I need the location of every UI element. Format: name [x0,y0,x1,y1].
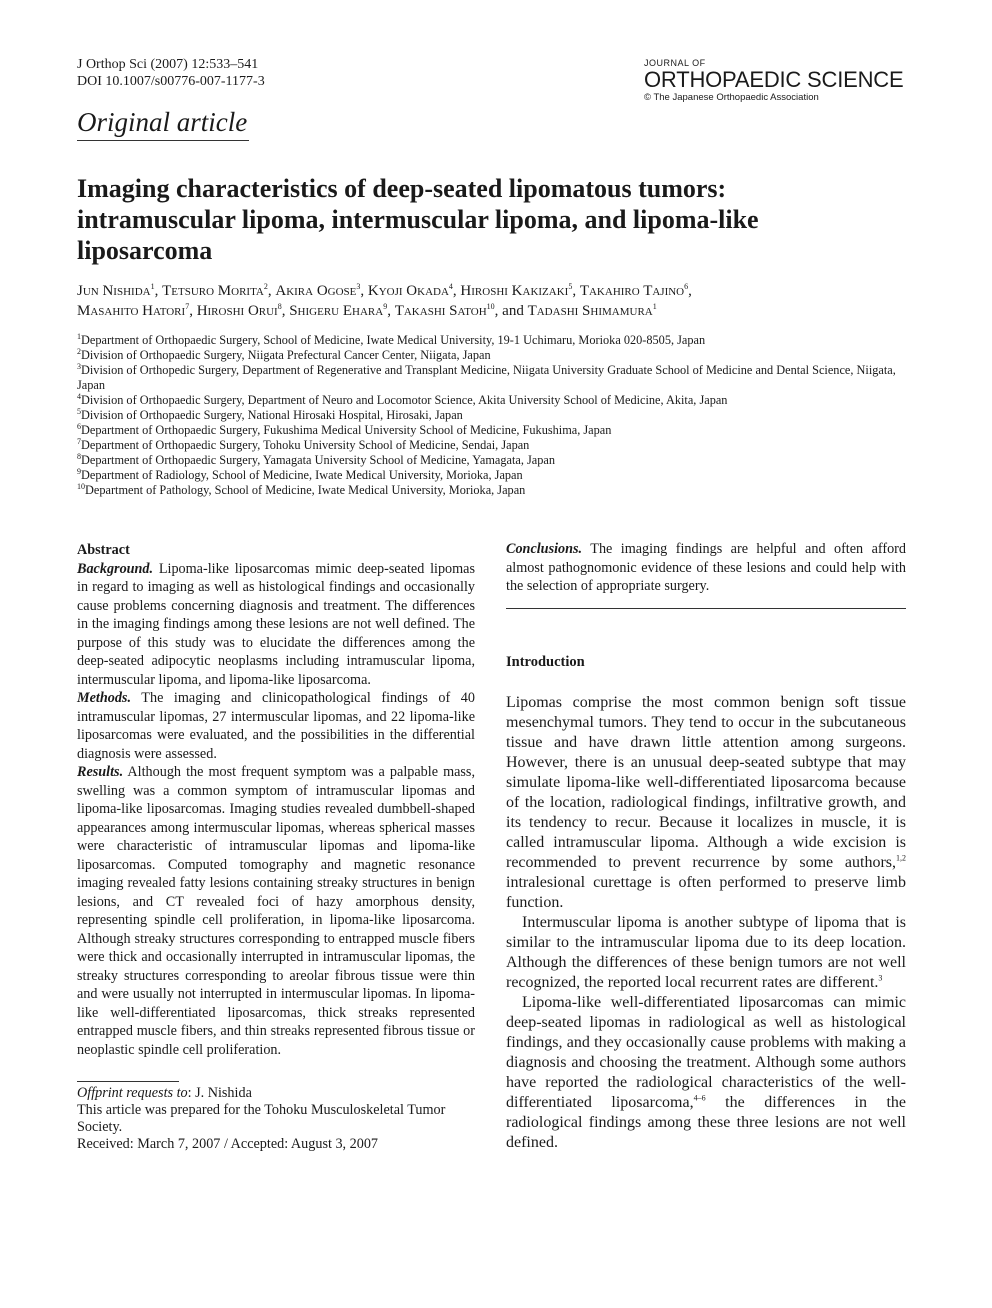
author-name: Hiroshi Kakizaki [460,283,569,299]
author-affiliation-ref: 8 [277,302,282,311]
affiliation-item [77,453,907,468]
abstract-heading: Abstract [77,542,130,558]
author-name: Tadashi Shimamura [527,303,653,319]
author-affiliation-ref: 2 [263,282,268,291]
author-name: Akira Ogose [275,283,357,299]
author-name: Shigeru Ehara [289,303,384,319]
citation-ref: 4–6 [693,1093,706,1103]
author-affiliation-ref: 6 [684,282,689,291]
affiliation-number: 2 [77,346,81,356]
abstract-divider [506,608,906,609]
author-affiliation-ref: 1 [652,302,657,311]
article-title: Imaging characteristics of deep-seated lipomatous tumors: intramuscular lipoma, intermuscular lipoma, and lipoma-like liposarcoma [77,174,759,265]
affiliation-number: 3 [77,361,81,371]
author-separator: , [154,283,163,299]
abstract-results [77,763,475,1059]
author-affiliation-ref: 4 [448,282,453,291]
affiliation-text: Department of Pathology, School of Medicine, Iwate Medical University, Morioka, Japan [85,483,526,497]
citation-block [77,56,265,90]
author-list [77,281,877,321]
affiliation-text: Division of Orthopaedic Surgery, National Hirosaki Hospital, Hirosaki, Japan [81,408,463,422]
affiliation-item [77,393,907,408]
doi-line: DOI 10.1007/s00776-007-1177-3 [77,74,265,89]
affiliation-text: Department of Radiology, School of Medicine, Iwate Medical University, Morioka, Japan [81,468,523,482]
affiliation-number: 8 [77,451,81,461]
affiliation-item [77,438,907,453]
intro-paragraph [506,993,906,1153]
author-separator: , [267,283,276,299]
author-name: Masahito Hatori [77,303,186,319]
results-text: Although the most frequent symptom was a palpable mass, swelling was a common symptom of intramuscular lipomas and lipoma-like liposarcomas. Imaging studies revealed dumbbell-shaped appearances among intermuscular lipomas, whereas spherical masses were characteristic of intramuscular lipomas and lipoma-like liposarcomas. Computed tomography and magnetic resonance imaging revealed fatty lesions containing streaky structures in benign lesions, and CT revealed foci of hazy amorphous density, representing spindle cell proliferation, in lipoma-like liposarcoma. Although streaky structures corresponding to entrapped muscle fibers were thick and occasionally interrupted in intramuscular lipomas, the streaky structures corresponding to areolar fibrous tissue were thin and were usually not interrupted in intermuscular lipomas. In lipoma-like well-differentiated liposarcomas, thick streaks represented entrapped muscle fibers, and thin streaks represented fibrous tissue or neoplastic spindle cell proliferation. [77,764,475,1058]
results-label: Results. [77,764,124,780]
affiliation-text: Division of Orthopaedic Surgery, Niigata Prefectural Cancer Center, Niigata, Japan [81,348,491,362]
affiliation-item [77,348,907,363]
author-separator: , [572,283,580,299]
affiliation-item [77,363,907,393]
affiliation-list [77,333,907,498]
affiliation-text: Department of Orthopaedic Surgery, School of Medicine, Iwate Medical University, 19-1 Uchimaru, Morioka 020-8505, Japan [81,333,706,347]
author-separator: , [281,303,290,319]
article-type: Original article [77,106,249,141]
abstract-methods [77,689,475,763]
affiliation-item [77,423,907,438]
author-separator: , [360,283,368,299]
author-affiliation-ref: 7 [185,302,190,311]
affiliation-text: Department of Orthopaedic Surgery, Fukushima Medical University School of Medicine, Fukushima, Japan [81,423,612,437]
affiliation-text: Department of Orthopaedic Surgery, Tohoku University School of Medicine, Sendai, Japan [81,438,530,452]
intro-text: Intermuscular lipoma is another subtype of lipoma that is similar to the intramuscular lipoma due to its deep location. Although the differences of these benign tumors are not well recognized, the reported local recurrent rates are different. [506,914,906,991]
affiliation-number: 5 [77,406,81,416]
intro-text: intralesional curettage is often performed to preserve limb function. [506,874,906,911]
journal-logo [644,58,906,103]
affiliation-item [77,333,907,348]
affiliation-item [77,483,907,498]
right-column [506,540,906,1153]
conclusions-label: Conclusions. [506,541,583,557]
affiliation-number: 4 [77,391,81,401]
abstract-conclusions [506,540,906,596]
author-affiliation-ref: 1 [150,282,155,291]
affiliation-text: Department of Orthopaedic Surgery, Yamagata University School of Medicine, Yamagata, Japan [81,453,555,467]
author-name: Jun Nishida [77,283,151,299]
affiliation-text: Division of Orthopaedic Surgery, Department of Neuro and Locomotor Science, Akita University School of Medicine, Akita, Japan [81,393,728,407]
offprint-line [77,1085,475,1102]
intro-paragraph [506,693,906,913]
intro-text: Lipomas comprise the most common benign soft tissue mesenchymal tumors. They tend to occur in the subcutaneous tissue and have drawn little attention among surgeons. However, there is an unusual deep-seated subtype that may simulate lipoma-like well-differentiated liposarcoma because of the location, radiological findings, infiltrative growth, and its tendency to recur. Because it localizes in muscle, it is called intramuscular lipoma. Although a wide excision is recommended to prevent recurrence by some authors, [506,694,906,871]
methods-label: Methods. [77,690,131,706]
journal-name: ORTHOPAEDIC SCIENCE [644,67,904,92]
citation-ref: 1,2 [896,853,906,863]
received-dates: Received: March 7, 2007 / Accepted: August 3, 2007 [77,1136,379,1152]
author-name: Tetsuro Morita [162,283,264,299]
intro-text: the differences in the radiological findings among these three lesions are not well defined. [506,1094,907,1151]
introduction-body [506,693,906,1153]
author-name: Kyoji Okada [367,283,449,299]
author-affiliation-ref: 5 [568,282,573,291]
prepared-note: This article was prepared for the Tohoku Musculoskeletal Tumor Society. [77,1102,446,1135]
author-separator: , [452,283,461,299]
journal-of-label: JOURNAL OF [644,58,706,68]
offprint-label: Offprint requests to [77,1085,188,1101]
citation-line: J Orthop Sci (2007) 12:533–541 [77,57,259,72]
affiliation-item [77,408,907,423]
intro-paragraph [506,913,906,993]
left-column [77,541,475,1153]
affiliation-text: Division of Orthopedic Surgery, Department of Regenerative and Transplant Medicine, Niigata University Graduate School of Medicine and Dental Science, Niigata, Japan [77,363,896,392]
author-affiliation-ref: 9 [383,302,388,311]
introduction-heading: Introduction [506,653,585,670]
footnotes [77,1085,475,1153]
author-name: Takashi Satoh [394,303,487,319]
citation-ref: 3 [878,973,883,983]
author-separator: , [688,283,692,299]
footnote-divider [77,1081,179,1082]
author-separator: , [189,303,197,319]
background-label: Background. [77,560,154,577]
abstract-background [77,560,475,690]
author-name: Hiroshi Orui [196,303,278,319]
offprint-name: : J. Nishida [187,1085,252,1101]
affiliation-item [77,468,907,483]
conclusions-text: The imaging findings are helpful and often afford almost pathognomonic evidence of these lesions and could help with the selection of appropriate surgery. [506,541,906,594]
author-name: Takahiro Tajino [579,283,685,299]
intro-text: Lipoma-like well-differentiated liposarcomas can mimic deep-seated lipomas in radiological as well as histological findings, and they occasionally cause problems with making a diagnosis and choosing the treatment. Although some authors have reported the radiological characteristics of the well-differentiated liposarcoma, [506,994,906,1111]
affiliation-number: 6 [77,421,81,431]
background-text: Lipoma-like liposarcomas mimic deep-seated lipomas in regard to imaging as well as histological findings and occasionally cause problems concerning diagnosis and treatment. The differences in the imaging findings among these lesions are not well defined. The purpose of this study was to elucidate the differences among the deep-seated adipocytic neoplasms including intramuscular lipoma, intermuscular lipoma, and lipoma-like liposarcoma. [77,560,475,688]
journal-association: © The Japanese Orthopaedic Association [644,92,819,103]
affiliation-number: 9 [77,466,81,476]
affiliation-number: 7 [77,436,81,446]
author-affiliation-ref: 3 [356,282,361,291]
author-affiliation-ref: 10 [486,302,495,311]
author-separator: , [387,303,395,319]
author-separator: , and [494,303,528,319]
affiliation-number: 10 [77,481,85,491]
affiliation-number: 1 [77,331,81,341]
methods-text: The imaging and clinicopathological findings of 40 intramuscular lipomas, 27 intermuscular lipomas, and 22 lipoma-like liposarcomas were evaluated, and the possibilities in the differential diagnosis were assessed. [77,690,475,762]
